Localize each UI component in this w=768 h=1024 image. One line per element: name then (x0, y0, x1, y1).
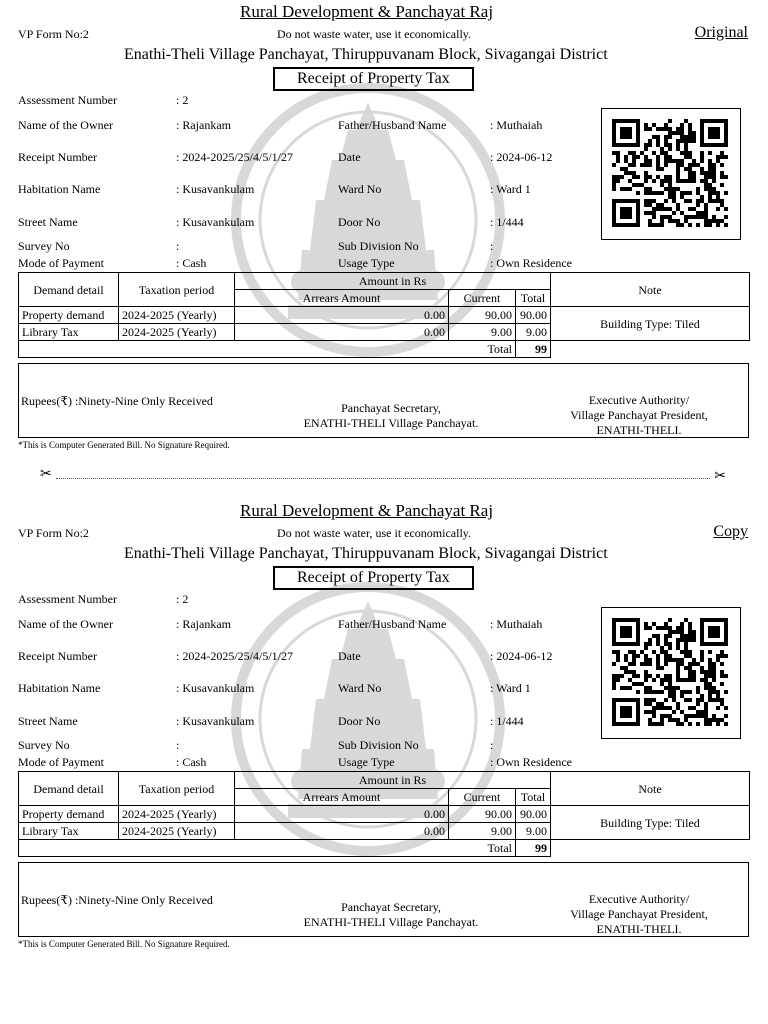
slogan: Do not waste water, use it economically. (277, 526, 472, 540)
subdivision-value: : (490, 738, 494, 752)
period-cell: 2024-2025 (Yearly) (119, 307, 235, 324)
door-value: : 1/444 (490, 714, 524, 728)
cut-line (40, 467, 726, 484)
receipt-number-label: Receipt Number (18, 150, 97, 164)
secretary-line-2: ENATHI-THELI Village Panchayat. (303, 416, 479, 430)
executive-line-1: Executive Authority/ (588, 393, 690, 407)
demand-cell: Library Tax (19, 324, 119, 341)
signature-box (18, 862, 749, 937)
subdivision-label: Sub Division No (338, 239, 419, 253)
signature-box (18, 363, 749, 438)
panchayat-line: Enathi-Theli Village Panchayat, Thiruppuvanam Block, Sivagangai District (124, 46, 608, 63)
street-value: : Kusavankulam (176, 215, 255, 229)
street-label: Street Name (18, 714, 78, 728)
header-amount: Amount in Rs (235, 273, 551, 290)
survey-label: Survey No (18, 738, 70, 752)
total-cell: 90.00 (516, 806, 551, 823)
ward-label: Ward No (338, 681, 382, 695)
father-name-label: Father/Husband Name (338, 617, 447, 631)
qr-code-icon (612, 119, 728, 227)
period-cell: 2024-2025 (Yearly) (119, 806, 235, 823)
period-cell: 2024-2025 (Yearly) (119, 823, 235, 840)
survey-value: : (176, 239, 180, 253)
executive-line-3: ENATHI-THELI. (596, 423, 682, 437)
total-cell: 90.00 (516, 307, 551, 324)
payment-mode-value: : Cash (176, 755, 207, 769)
receipt-number-value: : 2024-2025/25/4/5/1/27 (176, 150, 293, 164)
panchayat-line: Enathi-Theli Village Panchayat, Thiruppuvanam Block, Sivagangai District (124, 545, 608, 562)
executive-line-2: Village Panchayat President, (570, 408, 708, 422)
header-amount: Amount in Rs (235, 772, 551, 789)
father-name-value: : Muthaiah (490, 118, 543, 132)
receipt-number-label: Receipt Number (18, 649, 97, 663)
executive-line-3: ENATHI-THELI. (596, 922, 682, 936)
computer-generated-disclaimer: *This is Computer Generated Bill. No Signature Required. (18, 939, 230, 949)
executive-line-2: Village Panchayat President, (570, 907, 708, 921)
secretary-line-2: ENATHI-THELI Village Panchayat. (303, 915, 479, 929)
computer-generated-disclaimer: *This is Computer Generated Bill. No Signature Required. (18, 440, 230, 450)
door-value: : 1/444 (490, 215, 524, 229)
habitation-label: Habitation Name (18, 182, 101, 196)
header-demand-detail: Demand detail (19, 273, 119, 307)
usage-type-value: : Own Residence (490, 256, 572, 270)
copy-type-label: Copy (713, 523, 748, 540)
payment-mode-label: Mode of Payment (18, 256, 104, 270)
current-cell: 9.00 (449, 823, 516, 840)
period-cell: 2024-2025 (Yearly) (119, 324, 235, 341)
copy-type-label: Original (694, 24, 748, 41)
header-total: Total (516, 290, 551, 307)
assessment-number-value: : 2 (176, 592, 189, 606)
header-current: Current (449, 789, 516, 806)
tax-table (18, 771, 750, 857)
header-note: Note (551, 273, 750, 307)
table-row (19, 806, 750, 823)
grand-total-value: 99 (516, 341, 551, 358)
dotted-divider (56, 478, 710, 479)
empty-cell (551, 840, 750, 857)
secretary-line-1: Panchayat Secretary, (341, 401, 441, 415)
demand-cell: Library Tax (19, 823, 119, 840)
note-cell: Building Type: Tiled (551, 307, 750, 341)
total-cell: 9.00 (516, 823, 551, 840)
qr-code (601, 108, 741, 240)
header-note: Note (551, 772, 750, 806)
scissors-icon: ✂ (714, 469, 726, 484)
executive-line-1: Executive Authority/ (588, 892, 690, 906)
receipt (0, 499, 768, 959)
secretary-line-1: Panchayat Secretary, (341, 900, 441, 914)
owner-name-value: : Rajankam (176, 617, 231, 631)
demand-cell: Property demand (19, 307, 119, 324)
form-number: VP Form No:2 (18, 27, 89, 41)
survey-label: Survey No (18, 239, 70, 253)
table-row (19, 307, 750, 324)
assessment-number-label: Assessment Number (18, 93, 117, 107)
header-taxation-period: Taxation period (119, 273, 235, 307)
current-cell: 9.00 (449, 324, 516, 341)
header-arrears: Arrears Amount (235, 789, 449, 806)
arrears-cell: 0.00 (235, 324, 449, 341)
header-total: Total (516, 789, 551, 806)
owner-name-label: Name of the Owner (18, 118, 113, 132)
usage-type-label: Usage Type (338, 755, 395, 769)
receipt-title: Receipt of Property Tax (273, 566, 474, 590)
street-value: : Kusavankulam (176, 714, 255, 728)
payment-mode-label: Mode of Payment (18, 755, 104, 769)
date-label: Date (338, 649, 361, 663)
father-name-value: : Muthaiah (490, 617, 543, 631)
department-title: Rural Development & Panchayat Raj (240, 501, 494, 520)
ward-label: Ward No (338, 182, 382, 196)
survey-value: : (176, 738, 180, 752)
habitation-value: : Kusavankulam (176, 182, 255, 196)
street-label: Street Name (18, 215, 78, 229)
ward-value: : Ward 1 (490, 182, 531, 196)
receipt-title: Receipt of Property Tax (273, 67, 474, 91)
form-number: VP Form No:2 (18, 526, 89, 540)
department-title: Rural Development & Panchayat Raj (240, 2, 494, 21)
owner-name-label: Name of the Owner (18, 617, 113, 631)
arrears-cell: 0.00 (235, 823, 449, 840)
door-label: Door No (338, 714, 381, 728)
date-value: : 2024-06-12 (490, 150, 553, 164)
scissors-icon: ✂ (40, 467, 52, 482)
grand-total-label: Total (19, 341, 516, 358)
habitation-value: : Kusavankulam (176, 681, 255, 695)
current-cell: 90.00 (449, 806, 516, 823)
tax-table (18, 272, 750, 358)
assessment-number-value: : 2 (176, 93, 189, 107)
grand-total-value: 99 (516, 840, 551, 857)
empty-cell (551, 341, 750, 358)
arrears-cell: 0.00 (235, 307, 449, 324)
amount-in-words: Rupees(₹) :Ninety-Nine Only Received (21, 394, 213, 408)
current-cell: 90.00 (449, 307, 516, 324)
header-current: Current (449, 290, 516, 307)
subdivision-value: : (490, 239, 494, 253)
father-name-label: Father/Husband Name (338, 118, 447, 132)
ward-value: : Ward 1 (490, 681, 531, 695)
usage-type-label: Usage Type (338, 256, 395, 270)
grand-total-label: Total (19, 840, 516, 857)
date-value: : 2024-06-12 (490, 649, 553, 663)
receipt-number-value: : 2024-2025/25/4/5/1/27 (176, 649, 293, 663)
amount-in-words: Rupees(₹) :Ninety-Nine Only Received (21, 893, 213, 907)
qr-code (601, 607, 741, 739)
demand-cell: Property demand (19, 806, 119, 823)
usage-type-value: : Own Residence (490, 755, 572, 769)
assessment-number-label: Assessment Number (18, 592, 117, 606)
payment-mode-value: : Cash (176, 256, 207, 270)
qr-code-icon (612, 618, 728, 726)
total-cell: 9.00 (516, 324, 551, 341)
receipt (0, 0, 768, 460)
note-cell: Building Type: Tiled (551, 806, 750, 840)
header-taxation-period: Taxation period (119, 772, 235, 806)
subdivision-label: Sub Division No (338, 738, 419, 752)
habitation-label: Habitation Name (18, 681, 101, 695)
header-demand-detail: Demand detail (19, 772, 119, 806)
date-label: Date (338, 150, 361, 164)
slogan: Do not waste water, use it economically. (277, 27, 472, 41)
header-arrears: Arrears Amount (235, 290, 449, 307)
door-label: Door No (338, 215, 381, 229)
arrears-cell: 0.00 (235, 806, 449, 823)
owner-name-value: : Rajankam (176, 118, 231, 132)
